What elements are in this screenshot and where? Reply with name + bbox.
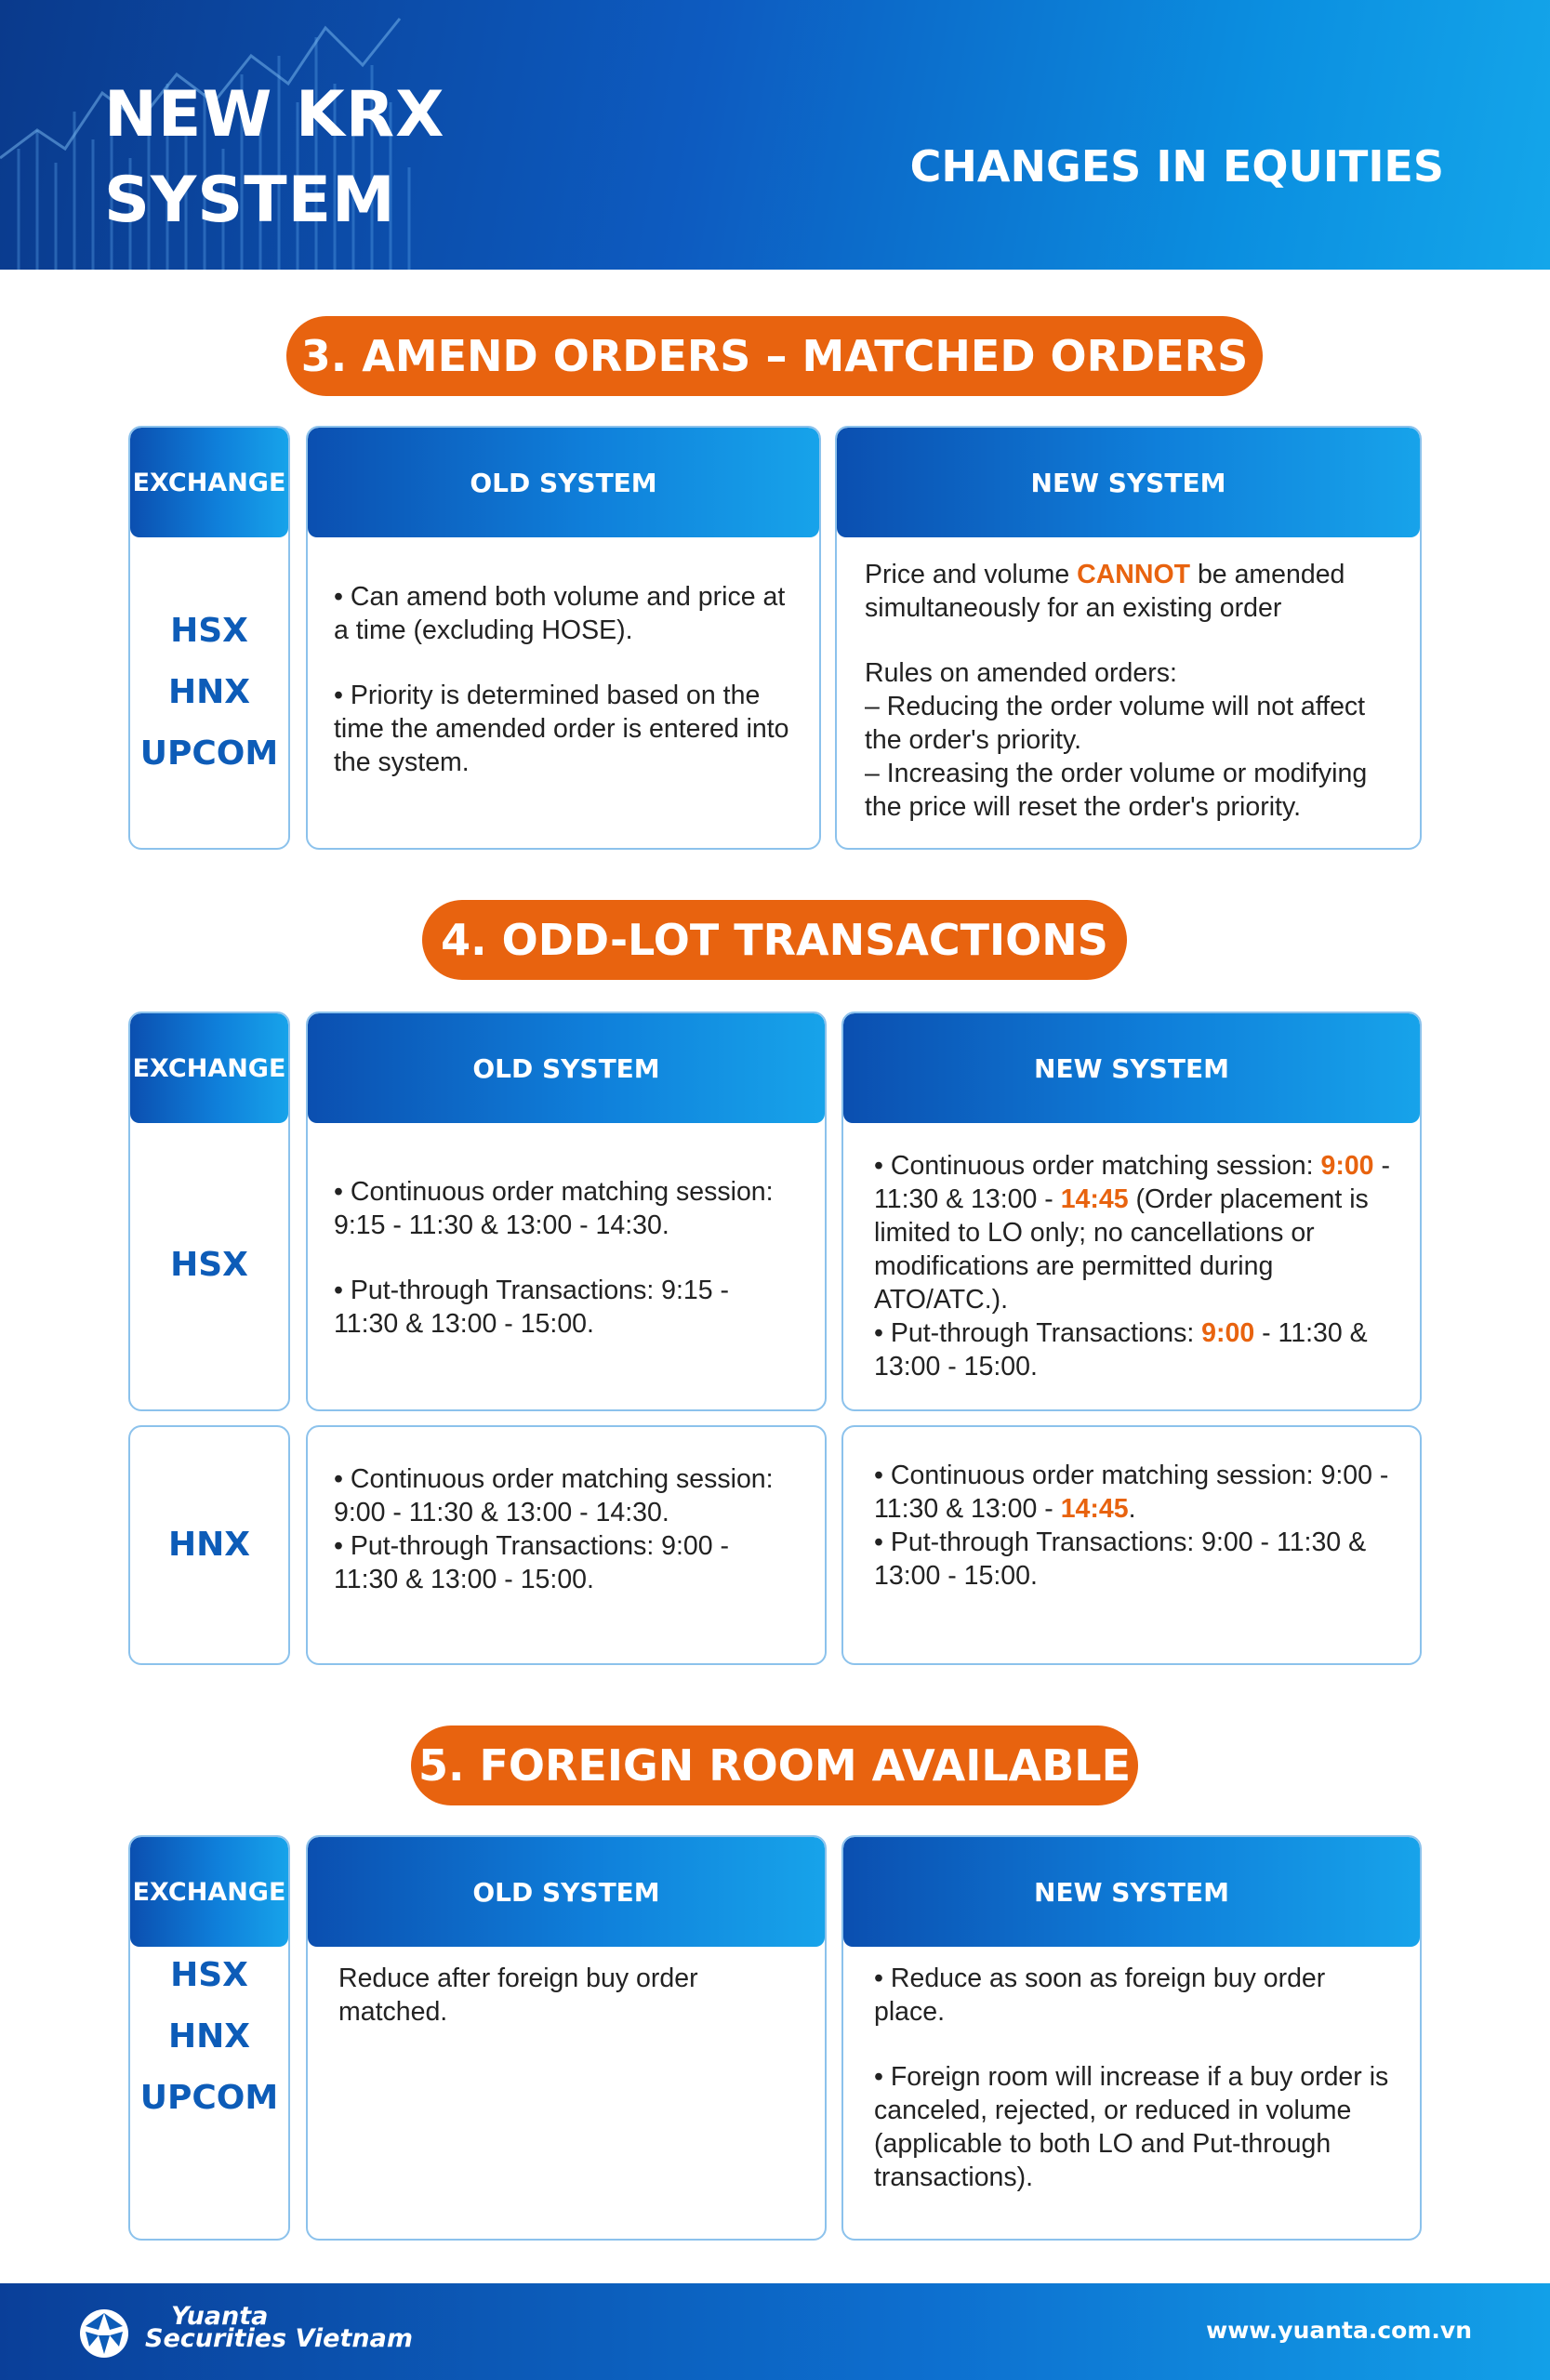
exchange-label: HSX — [170, 1956, 248, 1994]
highlight-text: 14:45 — [1060, 1494, 1129, 1524]
new-system-header: NEW SYSTEM — [837, 428, 1420, 537]
exchange-column — [128, 1012, 290, 1411]
page-subtitle: CHANGES IN EQUITIES — [909, 141, 1444, 192]
title-line-2: SYSTEM — [104, 164, 396, 237]
exchange-list — [130, 1949, 288, 2125]
exchange-list — [130, 1427, 288, 1663]
text-paragraph: • Put-through Transactions: 9:15 - 11:30 & 13:00 - 15:00. — [334, 1276, 730, 1339]
section-title-foreign-room: 5. FOREIGN ROOM AVAILABLE — [411, 1726, 1138, 1805]
footer-bar — [0, 2283, 1550, 2380]
text-paragraph: • Reduce as soon as foreign buy order place. — [874, 1964, 1326, 2027]
text-paragraph: • Continuous order matching session: 9:00 - 11:30 & 13:00 - 14:30. — [334, 1464, 774, 1527]
exchange-header: EXCHANGE — [130, 1837, 288, 1947]
exchange-header: EXCHANGE — [130, 1013, 288, 1123]
new-system-column — [841, 1835, 1422, 2241]
new-system-text — [843, 1427, 1420, 1593]
new-system-column — [841, 1012, 1422, 1411]
text-paragraph: • Continuous order matching session: 9:00 - 11:30 & 13:00 - 14:45 (Order placement is limited to LO only; no cancellations or modifications are permitted during ATO/ATC.). — [874, 1151, 1390, 1315]
exchange-column — [128, 1835, 290, 2241]
header-banner — [0, 0, 1550, 270]
text-paragraph: • Put-through Transactions: 9:00 - 11:30 & 13:00 - 15:00. — [874, 1527, 1367, 1591]
brand-line-2: Securities Vietnam — [145, 2324, 413, 2353]
section-title-amend-orders: 3. AMEND ORDERS – MATCHED ORDERS — [286, 316, 1263, 396]
old-system-column — [306, 1012, 827, 1411]
exchange-label: UPCOM — [139, 734, 279, 773]
new-system-column — [835, 426, 1422, 850]
text-paragraph: – Reducing the order volume will not affect the order's priority. — [865, 692, 1366, 755]
old-system-header: OLD SYSTEM — [308, 1013, 825, 1123]
old-system-text — [308, 1427, 825, 1596]
new-system-header: NEW SYSTEM — [843, 1837, 1420, 1947]
text-paragraph: • Priority is determined based on the time the amended order is entered into the system. — [334, 681, 789, 777]
website-link[interactable]: www.yuanta.com.vn — [1206, 2317, 1472, 2344]
exchange-label: HNX — [167, 2017, 250, 2056]
exchange-column — [128, 426, 290, 850]
old-system-column — [306, 1835, 827, 2241]
exchange-label: HSX — [170, 1246, 248, 1284]
text-paragraph: Rules on amended orders: — [865, 658, 1177, 688]
old-system-header: OLD SYSTEM — [308, 428, 819, 537]
text-paragraph: • Continuous order matching session: 9:15 - 11:30 & 13:00 - 14:30. — [334, 1177, 774, 1240]
page-title — [104, 73, 457, 244]
highlight-text: CANNOT — [1077, 560, 1191, 589]
exchange-label: UPCOM — [139, 2079, 279, 2117]
exchange-label: HNX — [167, 1526, 250, 1564]
exchange-label: HNX — [167, 673, 250, 711]
exchange-header: EXCHANGE — [130, 428, 288, 537]
exchange-list — [130, 537, 288, 848]
exchange-cell — [128, 1425, 290, 1665]
highlight-text: 9:00 — [1201, 1318, 1255, 1348]
brand-line-1: Yuanta — [171, 2302, 269, 2331]
highlight-text: 14:45 — [1060, 1184, 1129, 1214]
text-paragraph: • Put-through Transactions: 9:00 - 11:30 & 13:00 - 15:00. — [874, 1318, 1368, 1382]
text-paragraph: – Increasing the order volume or modifying the price will reset the order's priority. — [865, 759, 1368, 822]
new-system-header: NEW SYSTEM — [843, 1013, 1420, 1123]
exchange-list — [130, 1123, 288, 1408]
text-paragraph: Price and volume CANNOT be amended simultaneously for an existing order — [865, 560, 1345, 623]
old-system-header: OLD SYSTEM — [308, 1837, 825, 1947]
text-paragraph: • Foreign room will increase if a buy order is canceled, rejected, or reduced in volume (applicable to both LO and Put-through transactions). — [874, 2062, 1389, 2192]
old-system-text — [308, 1947, 825, 2029]
brand-name — [145, 2302, 413, 2353]
highlight-text: 9:00 — [1320, 1151, 1374, 1181]
yuanta-logo-icon — [78, 2307, 130, 2360]
old-system-text — [308, 537, 819, 779]
text-paragraph: • Put-through Transactions: 9:00 - 11:30 & 13:00 - 15:00. — [334, 1531, 730, 1594]
new-system-text — [843, 1123, 1420, 1383]
new-system-cell — [841, 1425, 1422, 1665]
old-system-cell — [306, 1425, 827, 1665]
text-paragraph: • Continuous order matching session: 9:00 - 11:30 & 13:00 - 14:45. — [874, 1461, 1389, 1524]
new-system-text — [843, 1947, 1420, 2194]
title-line-1: NEW KRX — [104, 78, 445, 152]
new-system-text — [837, 537, 1420, 824]
exchange-label: HSX — [170, 612, 248, 650]
old-system-column — [306, 426, 821, 850]
section-title-odd-lot: 4. ODD-LOT TRANSACTIONS — [422, 900, 1127, 980]
text-paragraph: Reduce after foreign buy order matched. — [338, 1964, 698, 2027]
text-paragraph: • Can amend both volume and price at a time (excluding HOSE). — [334, 582, 786, 645]
old-system-text — [308, 1123, 825, 1341]
